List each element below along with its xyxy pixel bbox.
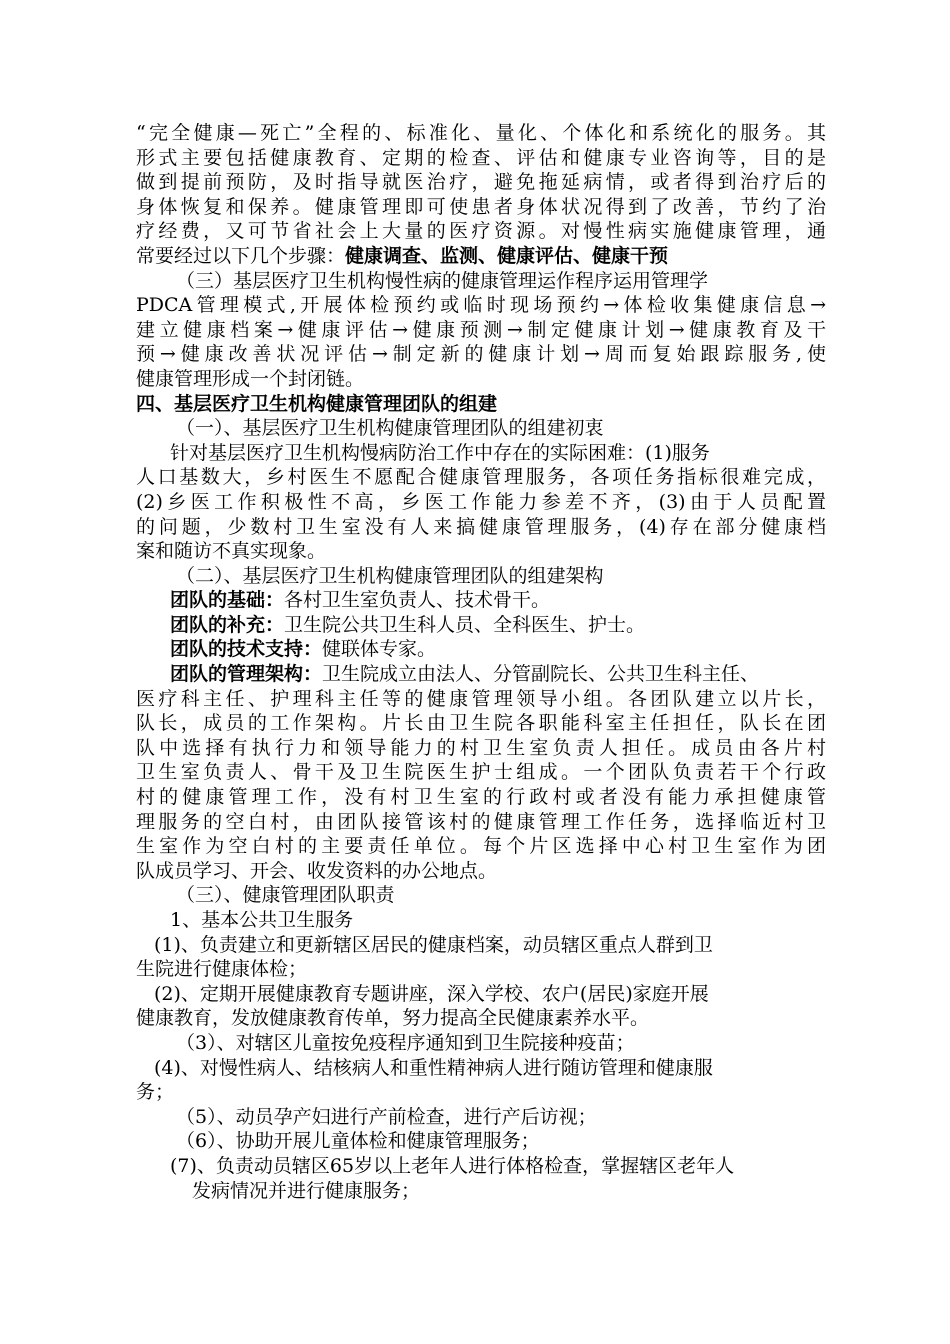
section-heading-3: （三）基层医疗卫生机构慢性病的健康管理运作程序运用管理学 <box>176 269 709 292</box>
list-item: (2)、定期开展健康教育专题讲座，深入学校、农户(居民)家庭开展 <box>154 982 709 1005</box>
paragraph-line: 生室作为空白村的主要责任单位。每个片区选择中心村卫生室作为团 <box>136 835 826 858</box>
paragraph-line: 身体恢复和保养。健康管理即可使患者身体状况得到了改善，节约了治 <box>136 195 826 218</box>
paragraph-line: 医疗科主任、护理科主任等的健康管理领导小组。各团队建立以片长， <box>136 687 826 710</box>
list-item: (4)、对慢性病人、结核病人和重性精神病人进行随访管理和健康服 <box>154 1056 713 1079</box>
document-body <box>136 121 826 1203</box>
paragraph-line: 做到提前预防，及时指导就医治疗，避免拖延病情，或者得到治疗后的 <box>136 171 826 194</box>
list-item: (7)、负责动员辖区65岁以上老年人进行体格检查，掌握辖区老年人 <box>170 1154 735 1177</box>
chapter-heading: 四、基层医疗卫生机构健康管理团队的组建 <box>136 392 498 415</box>
team-supplement-label: 团队的补充： <box>170 613 285 636</box>
list-heading: 1、基本公共卫生服务 <box>170 909 354 931</box>
paragraph-line: 队成员学习、开会、收发资料的办公地点。 <box>136 859 498 882</box>
paragraph-line: “完全健康—死亡”全程的、标准化、量化、个体化和系统化的服务。其 <box>136 122 826 144</box>
paragraph-line: 针对基层医疗卫生机构慢病防治工作中存在的实际困难：(1)服务 <box>170 441 710 464</box>
team-supplement-value: 卫生院公共卫生科人员、全科医生、护士。 <box>284 613 646 636</box>
paragraph-line: 理服务的空白村，由团队接管该村的健康管理工作任务，选择临近村卫 <box>136 810 826 833</box>
list-item-cont: 健康教育，发放健康教育传单，努力提高全民健康素养水平。 <box>136 1007 650 1030</box>
list-item: (1)、负责建立和更新辖区居民的健康档案，动员辖区重点人群到卫 <box>154 933 713 956</box>
paragraph-line: 村的健康管理工作，没有村卫生室的行政村或者没有能力承担健康管 <box>136 786 826 809</box>
team-basis-label: 团队的基础： <box>170 589 285 612</box>
team-basis-line <box>136 588 826 613</box>
team-supplement-line <box>136 613 826 638</box>
paragraph-line: 队长，成员的工作架构。片长由卫生院各职能科室主任担任，队长在团 <box>136 712 826 735</box>
steps-bold: 健康调查、监测、健康评估、健康干预 <box>345 244 669 267</box>
paragraph-line: 队中选择有执行力和领导能力的村卫生室负责人担任。成员由各片村 <box>136 736 826 759</box>
team-tech-label: 团队的技术支持： <box>170 638 323 661</box>
steps-intro: 常要经过以下几个步骤： <box>136 244 346 267</box>
team-basis-value: 各村卫生室负责人、技术骨干。 <box>284 589 551 612</box>
paragraph-line: 的问题，少数村卫生室没有人来搞健康管理服务，(4)存在部分健康档 <box>136 515 826 538</box>
paragraph-line: 形式主要包括健康教育、定期的检查、评估和健康专业咨询等，目的是 <box>136 146 826 169</box>
subsection-heading: （三）、健康管理团队职责 <box>176 884 395 907</box>
list-item: （6）、协助开展儿童体检和健康管理服务； <box>176 1130 540 1153</box>
list-item-cont: 发病情况并进行健康服务； <box>192 1179 421 1202</box>
paragraph-line <box>136 244 826 269</box>
paragraph-line: (2)乡医工作积极性不高，乡医工作能力参差不齐，(3)由于人员配置 <box>136 490 826 513</box>
team-tech-line <box>136 637 826 662</box>
paragraph-line: 人口基数大，乡村医生不愿配合健康管理服务，各项任务指标很难完成， <box>136 466 826 489</box>
list-item-cont: 务； <box>136 1081 175 1104</box>
paragraph-line: 案和随访不真实现象。 <box>136 540 327 563</box>
team-structure-value: 卫生院成立由法人、分管副院长、公共卫生科主任、 <box>322 663 760 686</box>
paragraph-line: 建立健康档案→健康评估→健康预测→制定健康计划→健康教育及干 <box>136 318 826 341</box>
paragraph-line: PDCA管理模式,开展体检预约或临时现场预约→体检收集健康信息→ <box>136 294 826 317</box>
team-tech-value: 健联体专家。 <box>322 638 437 661</box>
team-structure-line <box>136 662 826 687</box>
paragraph-line: 预→健康改善状况评估→制定新的健康计划→周而复始跟踪服务,使 <box>136 343 826 366</box>
paragraph-line: 健康管理形成一个封闭链。 <box>136 367 365 390</box>
subsection-heading: （二）、基层医疗卫生机构健康管理团队的组建架构 <box>176 564 604 587</box>
subsection-heading: （一）、基层医疗卫生机构健康管理团队的组建初衷 <box>176 417 604 440</box>
list-item: （3）、对辖区儿童按免疫程序通知到卫生院接种疫苗； <box>176 1031 635 1054</box>
paragraph-line: 疗经费，又可节省社会上大量的医疗资源。对慢性病实施健康管理，通 <box>136 220 826 243</box>
list-item: （5）、动员孕产妇进行产前检查，进行产后访视； <box>176 1105 597 1128</box>
paragraph-line: 卫生室负责人、骨干及卫生院医生护士组成。一个团队负责若干个行政 <box>136 761 826 784</box>
team-structure-label: 团队的管理架构： <box>170 663 323 686</box>
list-item-cont: 生院进行健康体检； <box>136 958 308 981</box>
